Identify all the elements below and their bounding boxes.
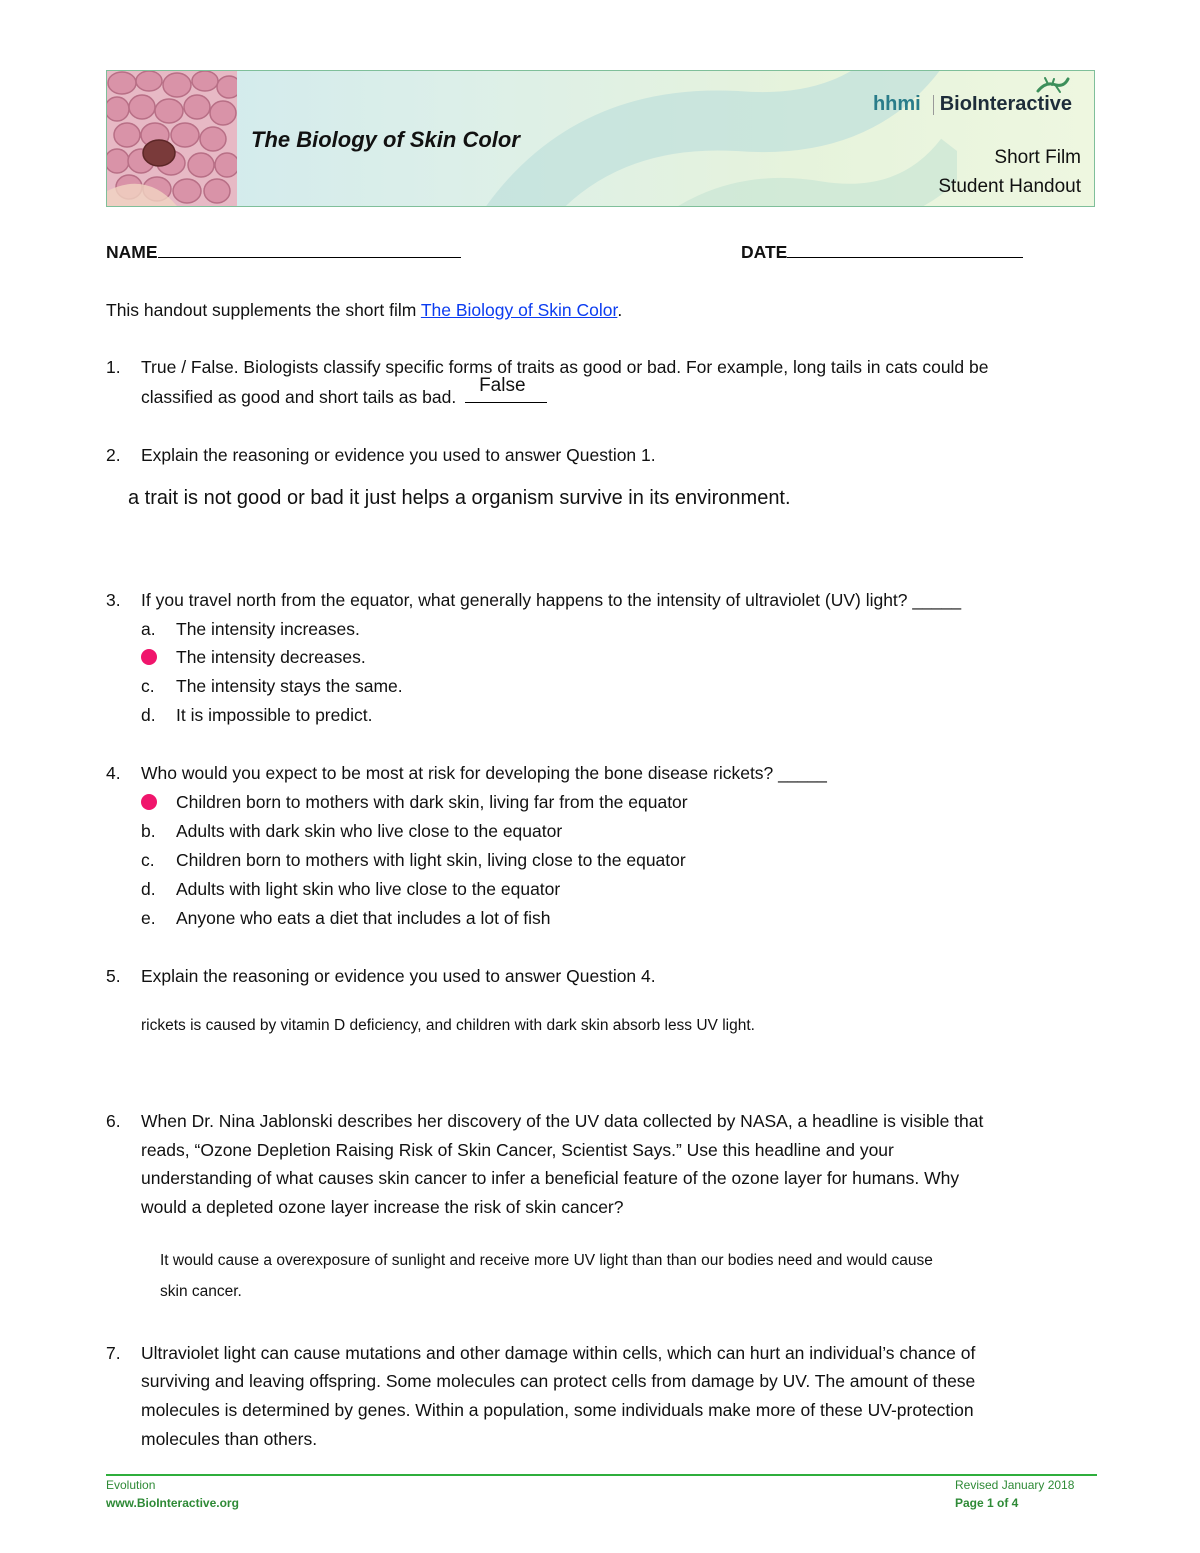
intro-before: This handout supplements the short film — [106, 300, 421, 320]
q3-option-c[interactable]: The intensity stays the same. — [176, 676, 403, 696]
q5-answer: rickets is caused by vitamin D deficiency, and children with dark skin absorb less UV light. — [141, 1017, 755, 1034]
q2-number: 2. — [106, 445, 121, 465]
q4-number: 4. — [106, 763, 121, 783]
q5-text: Explain the reasoning or evidence you used to answer Question 4. — [141, 966, 656, 986]
q1-answer-blank[interactable] — [465, 375, 547, 403]
footer-subject: Evolution — [106, 1478, 156, 1492]
q1-number: 1. — [106, 357, 121, 377]
q4-option-e-letter: e. — [141, 908, 156, 928]
q3-option-d[interactable]: It is impossible to predict. — [176, 705, 373, 725]
q1-line2 — [141, 375, 547, 412]
q6-number: 6. — [106, 1111, 121, 1131]
page-title: The Biology of Skin Color — [251, 127, 520, 152]
q4-option-c-letter: c. — [141, 850, 155, 870]
q4-option-e[interactable]: Anyone who eats a diet that includes a lot of fish — [176, 908, 551, 928]
q4-text: Who would you expect to be most at risk for developing the bone disease rickets? _____ — [141, 763, 827, 783]
q4-option-b-letter: b. — [141, 821, 156, 841]
q6-line4: would a depleted ozone layer increase the risk of skin cancer? — [141, 1197, 624, 1217]
subtitle-short-film: Short Film — [994, 147, 1081, 168]
q5-number: 5. — [106, 966, 121, 986]
skin-cells-image — [107, 71, 237, 206]
q6-line2: reads, “Ozone Depletion Raising Risk of Skin Cancer, Scientist Says.” Use this headline and your — [141, 1140, 894, 1160]
name-label: NAME — [106, 242, 158, 262]
name-blank[interactable] — [158, 239, 461, 258]
q3-selected-marker — [141, 649, 157, 665]
footer-website[interactable]: www.BioInteractive.org — [106, 1496, 239, 1510]
q7-line4: molecules than others. — [141, 1429, 318, 1449]
name-field — [106, 238, 461, 267]
q1-line1: True / False. Biologists classify specific forms of traits as good or bad. For example, long tails in cats could be — [141, 357, 989, 377]
q6-line1: When Dr. Nina Jablonski describes her discovery of the UV data collected by NASA, a headline is visible that — [141, 1111, 984, 1131]
q4-option-d[interactable]: Adults with light skin who live close to the equator — [176, 879, 561, 899]
intro-text — [106, 296, 622, 325]
q6-answer-line2: skin cancer. — [160, 1283, 242, 1300]
q4-option-b[interactable]: Adults with dark skin who live close to the equator — [176, 821, 563, 841]
q6-answer-line1: It would cause a overexposure of sunlight and receive more UV light than than our bodies need and would cause — [160, 1252, 933, 1269]
logo-hhmi: hhmi — [872, 93, 921, 115]
q3-text: If you travel north from the equator, what generally happens to the intensity of ultraviolet (UV) light? _____ — [141, 590, 962, 610]
q6-line3: understanding of what causes skin cancer to infer a beneficial feature of the ozone layer for humans. Why — [141, 1168, 960, 1188]
film-link[interactable]: The Biology of Skin Color — [420, 300, 618, 320]
date-blank[interactable] — [787, 239, 1023, 258]
q4-option-a[interactable]: Children born to mothers with dark skin, living far from the equator — [176, 792, 688, 812]
q7-number: 7. — [106, 1343, 121, 1363]
header-banner — [106, 70, 1095, 207]
q2-answer: a trait is not good or bad it just helps a organism survive in its environment. — [128, 487, 791, 509]
q3-option-b[interactable]: The intensity decreases. — [176, 647, 366, 667]
handout-type — [938, 143, 1081, 201]
q3-option-c-letter: c. — [141, 676, 155, 696]
logo-divider — [933, 95, 934, 115]
q7-line1: Ultraviolet light can cause mutations and other damage within cells, which can hurt an individual’s chance of — [141, 1343, 976, 1363]
q7-line2: surviving and leaving offspring. Some molecules can protect cells from damage by UV. The amount of these — [141, 1371, 976, 1391]
date-field — [741, 238, 1023, 267]
q7-line3: molecules is determined by genes. Within a population, some individuals make more of these UV-protection — [141, 1400, 974, 1420]
footer-revised-date: Revised January 2018 — [955, 1478, 1075, 1492]
q4-selected-marker — [141, 794, 157, 810]
q3-option-a[interactable]: The intensity increases. — [176, 619, 360, 639]
q3-option-d-letter: d. — [141, 705, 156, 725]
footer-page-number: Page 1 of 4 — [955, 1496, 1019, 1510]
footer-divider — [106, 1474, 1097, 1476]
q3-number: 3. — [106, 590, 121, 610]
q1-answer: False — [479, 375, 526, 396]
subtitle-student-handout: Student Handout — [938, 176, 1081, 197]
intro-after: . — [617, 300, 623, 320]
q3-option-a-letter: a. — [141, 619, 156, 639]
q4-option-d-letter: d. — [141, 879, 156, 899]
date-label: DATE — [741, 242, 788, 262]
logo-biointeractive: BioInteractive — [939, 93, 1072, 115]
q1-line2-text: classified as good and short tails as bad. — [141, 387, 457, 407]
q4-option-c[interactable]: Children born to mothers with light skin, living close to the equator — [176, 850, 686, 870]
q2-text: Explain the reasoning or evidence you used to answer Question 1. — [141, 445, 656, 465]
hhmi-biointeractive-logo — [873, 93, 1072, 116]
